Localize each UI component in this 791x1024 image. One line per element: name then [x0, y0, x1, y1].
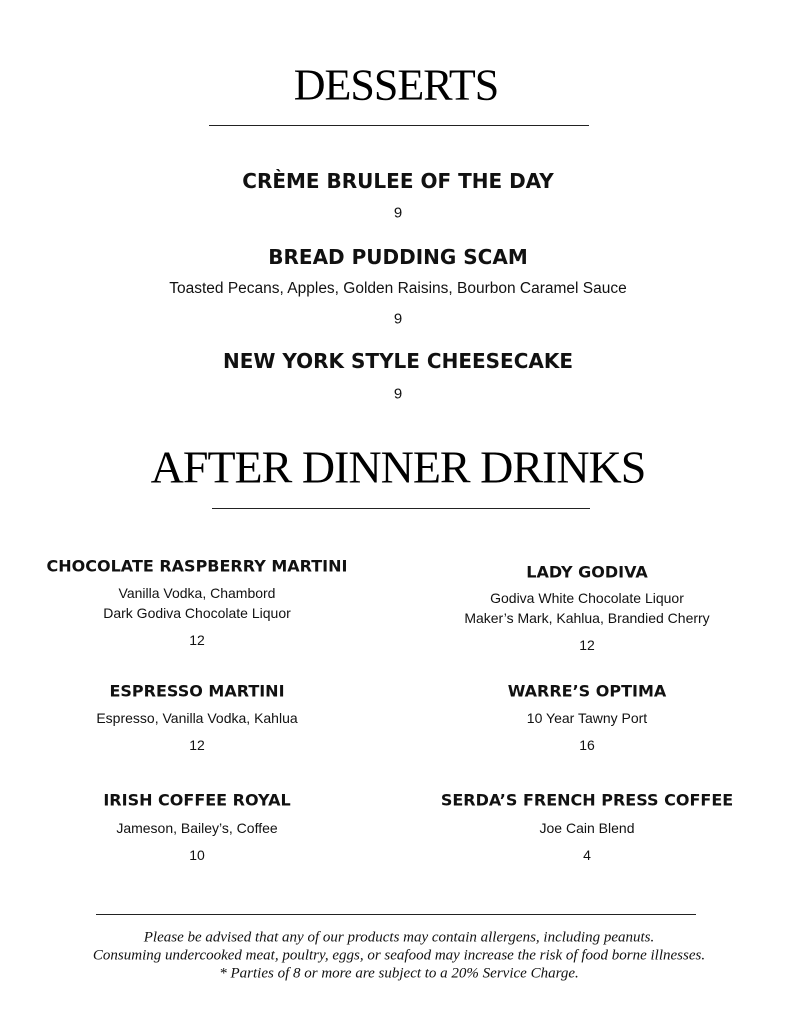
drink-description: Dark Godiva Chocolate Liquor: [103, 605, 291, 621]
drink-name: IRISH COFFEE ROYAL: [103, 790, 291, 810]
drink-price: 10: [189, 847, 205, 863]
dessert-price: 9: [393, 204, 403, 222]
drink-price: 4: [583, 847, 591, 863]
allergen-notice: Please be advised that any of our products may contain allergens, including peanuts.: [143, 929, 655, 946]
drink-price: 12: [189, 632, 205, 648]
drink-name: LADY GODIVA: [526, 562, 648, 582]
dessert-name: CRÈME BRULEE OF THE DAY: [242, 169, 554, 193]
drink-description: Maker’s Mark, Kahlua, Brandied Cherry: [464, 610, 710, 626]
divider: [209, 125, 589, 126]
drink-name: CHOCOLATE RASPBERRY MARTINI: [46, 556, 348, 576]
footer-divider: [96, 914, 696, 915]
drinks-heading: AFTER DINNER DRINKS: [150, 441, 646, 493]
drink-price: 16: [579, 737, 595, 753]
dessert-name: BREAD PUDDING SCAM: [268, 245, 528, 269]
drink-description: 10 Year Tawny Port: [526, 710, 648, 726]
dessert-description: Toasted Pecans, Apples, Golden Raisins, Bourbon Caramel Sauce: [169, 280, 627, 297]
drink-price: 12: [579, 637, 595, 653]
dessert-name: NEW YORK STYLE CHEESECAKE: [222, 349, 574, 373]
dessert-price: 9: [393, 310, 403, 328]
drink-name: WARRE’S OPTIMA: [507, 681, 667, 701]
drink-description: Espresso, Vanilla Vodka, Kahlua: [96, 710, 298, 726]
drink-price: 12: [189, 737, 205, 753]
drink-description: Jameson, Bailey’s, Coffee: [116, 820, 278, 836]
health-notice: Consuming undercooked meat, poultry, eggs, or seafood may increase the risk of food borne illnesses.: [92, 947, 706, 964]
divider: [212, 508, 590, 509]
drink-name: SERDA’S FRENCH PRESS COFFEE: [440, 790, 734, 810]
desserts-heading: DESSERTS: [293, 60, 499, 110]
drink-name: ESPRESSO MARTINI: [109, 681, 285, 701]
drink-description: Joe Cain Blend: [539, 820, 635, 836]
service-charge-notice: * Parties of 8 or more are subject to a 20% Service Charge.: [219, 965, 579, 982]
drink-description: Godiva White Chocolate Liquor: [490, 590, 684, 606]
drink-description: Vanilla Vodka, Chambord: [118, 585, 276, 601]
dessert-price: 9: [393, 385, 403, 403]
